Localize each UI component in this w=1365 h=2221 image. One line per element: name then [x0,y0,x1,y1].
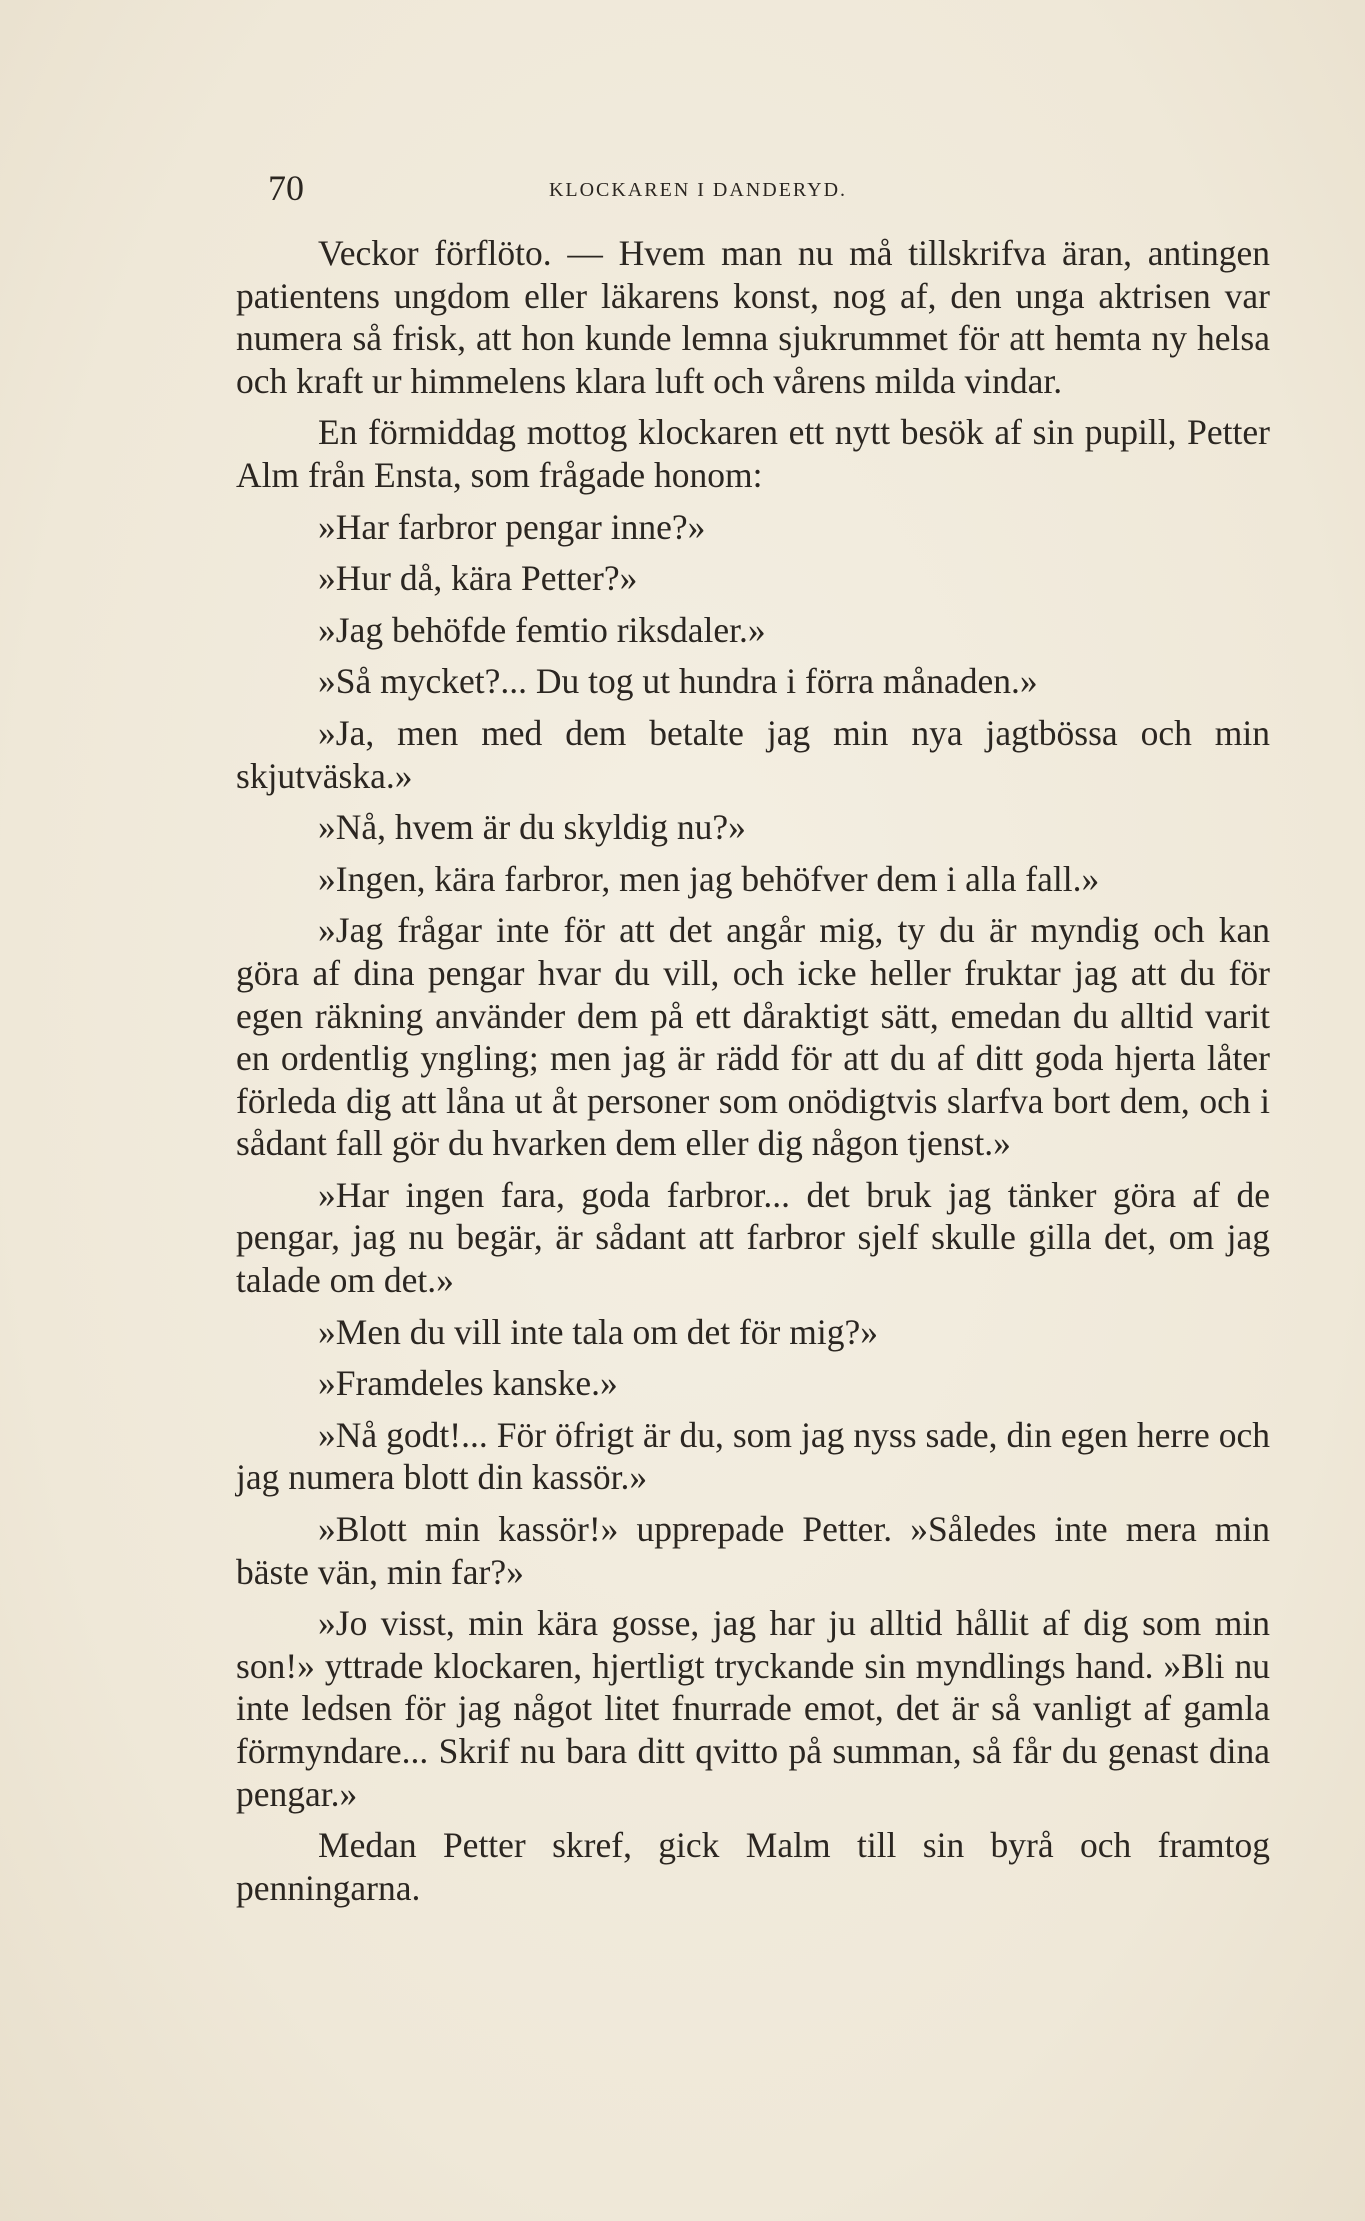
running-title: KLOCKAREN I DANDERYD. [548,179,848,201]
paragraph-11: »Har ingen fara, goda farbror... det bruk jag tänker göra af de pengar, jag nu begär, är sådant att farbror sjelf skulle gilla det, om jag talade om det.» [236,1174,1270,1301]
paragraph-12: »Men du vill inte tala om det för mig?» [318,1311,878,1352]
paragraph-14: »Nå godt!... För öfrigt är du, som jag nyss sade, din egen herre och jag numera blott din kassör.» [236,1414,1270,1498]
paragraph-17: Medan Petter skref, gick Malm till sin byrå och framtog penningarna. [236,1825,1270,1908]
paragraph-4: »Hur då, kära Petter?» [318,558,638,599]
paragraph-10: »Jag frågar inte för att det angår mig, ty du är myndig och kan göra af dina pengar hvar du vill, och icke heller fruktar jag att du för egen räkning använder dem på ett dåraktigt sätt, emedan du alltid varit en ordentlig yngling; men jag är rädd för att du af ditt goda hjerta låter förleda dig att låna ut åt personer som onödigtvis slarfva bort dem, och i sådant fall gör du hvarken dem eller dig någon tjenst.» [236,910,1270,1164]
paragraph-1: Veckor förflöto. — Hvem man nu må tillskrifva äran, antingen patientens ungdom eller läkarens konst, nog af, den unga aktrisen var numera så frisk, att hon kunde lemna sjukrummet för att hemta ny helsa och kraft ur himmelens klara luft och vårens milda vindar. [236,233,1270,401]
paragraph-13: »Framdeles kanske.» [318,1363,618,1404]
paragraph-3: »Har farbror pengar inne?» [318,506,706,547]
paragraph-7: »Ja, men med dem betalte jag min nya jagtbössa och min skjutväska.» [236,712,1270,796]
paragraph-8: »Nå, hvem är du skyldig nu?» [318,807,746,848]
page-header [268,168,1128,208]
paragraph-9: »Ingen, kära farbror, men jag behöfver dem i alla fall.» [318,858,1100,899]
paragraph-6: »Så mycket?... Du tog ut hundra i förra månaden.» [318,661,1038,702]
paragraph-16: »Jo visst, min kära gosse, jag har ju alltid hållit af dig som min son!» yttrade klockaren, hjertligt tryckande sin myndlings hand. »Bli nu inte ledsen för jag något litet fnurrade emot, det är så vanligt af gamla förmyndare... Skrif nu bara ditt qvitto på summan, så får du genast dina pengar.» [236,1603,1270,1814]
paragraph-2: En förmiddag mottog klockaren ett nytt besök af sin pupill, Petter Alm från Ensta, som frågade honom: [236,412,1270,495]
paragraph-5: »Jag behöfde femtio riksdaler.» [318,609,766,650]
page-number: 70 [268,168,304,208]
paragraph-15: »Blott min kassör!» upprepade Petter. »Således inte mera min bäste vän, min far?» [236,1509,1270,1592]
body-text [236,232,1270,1918]
